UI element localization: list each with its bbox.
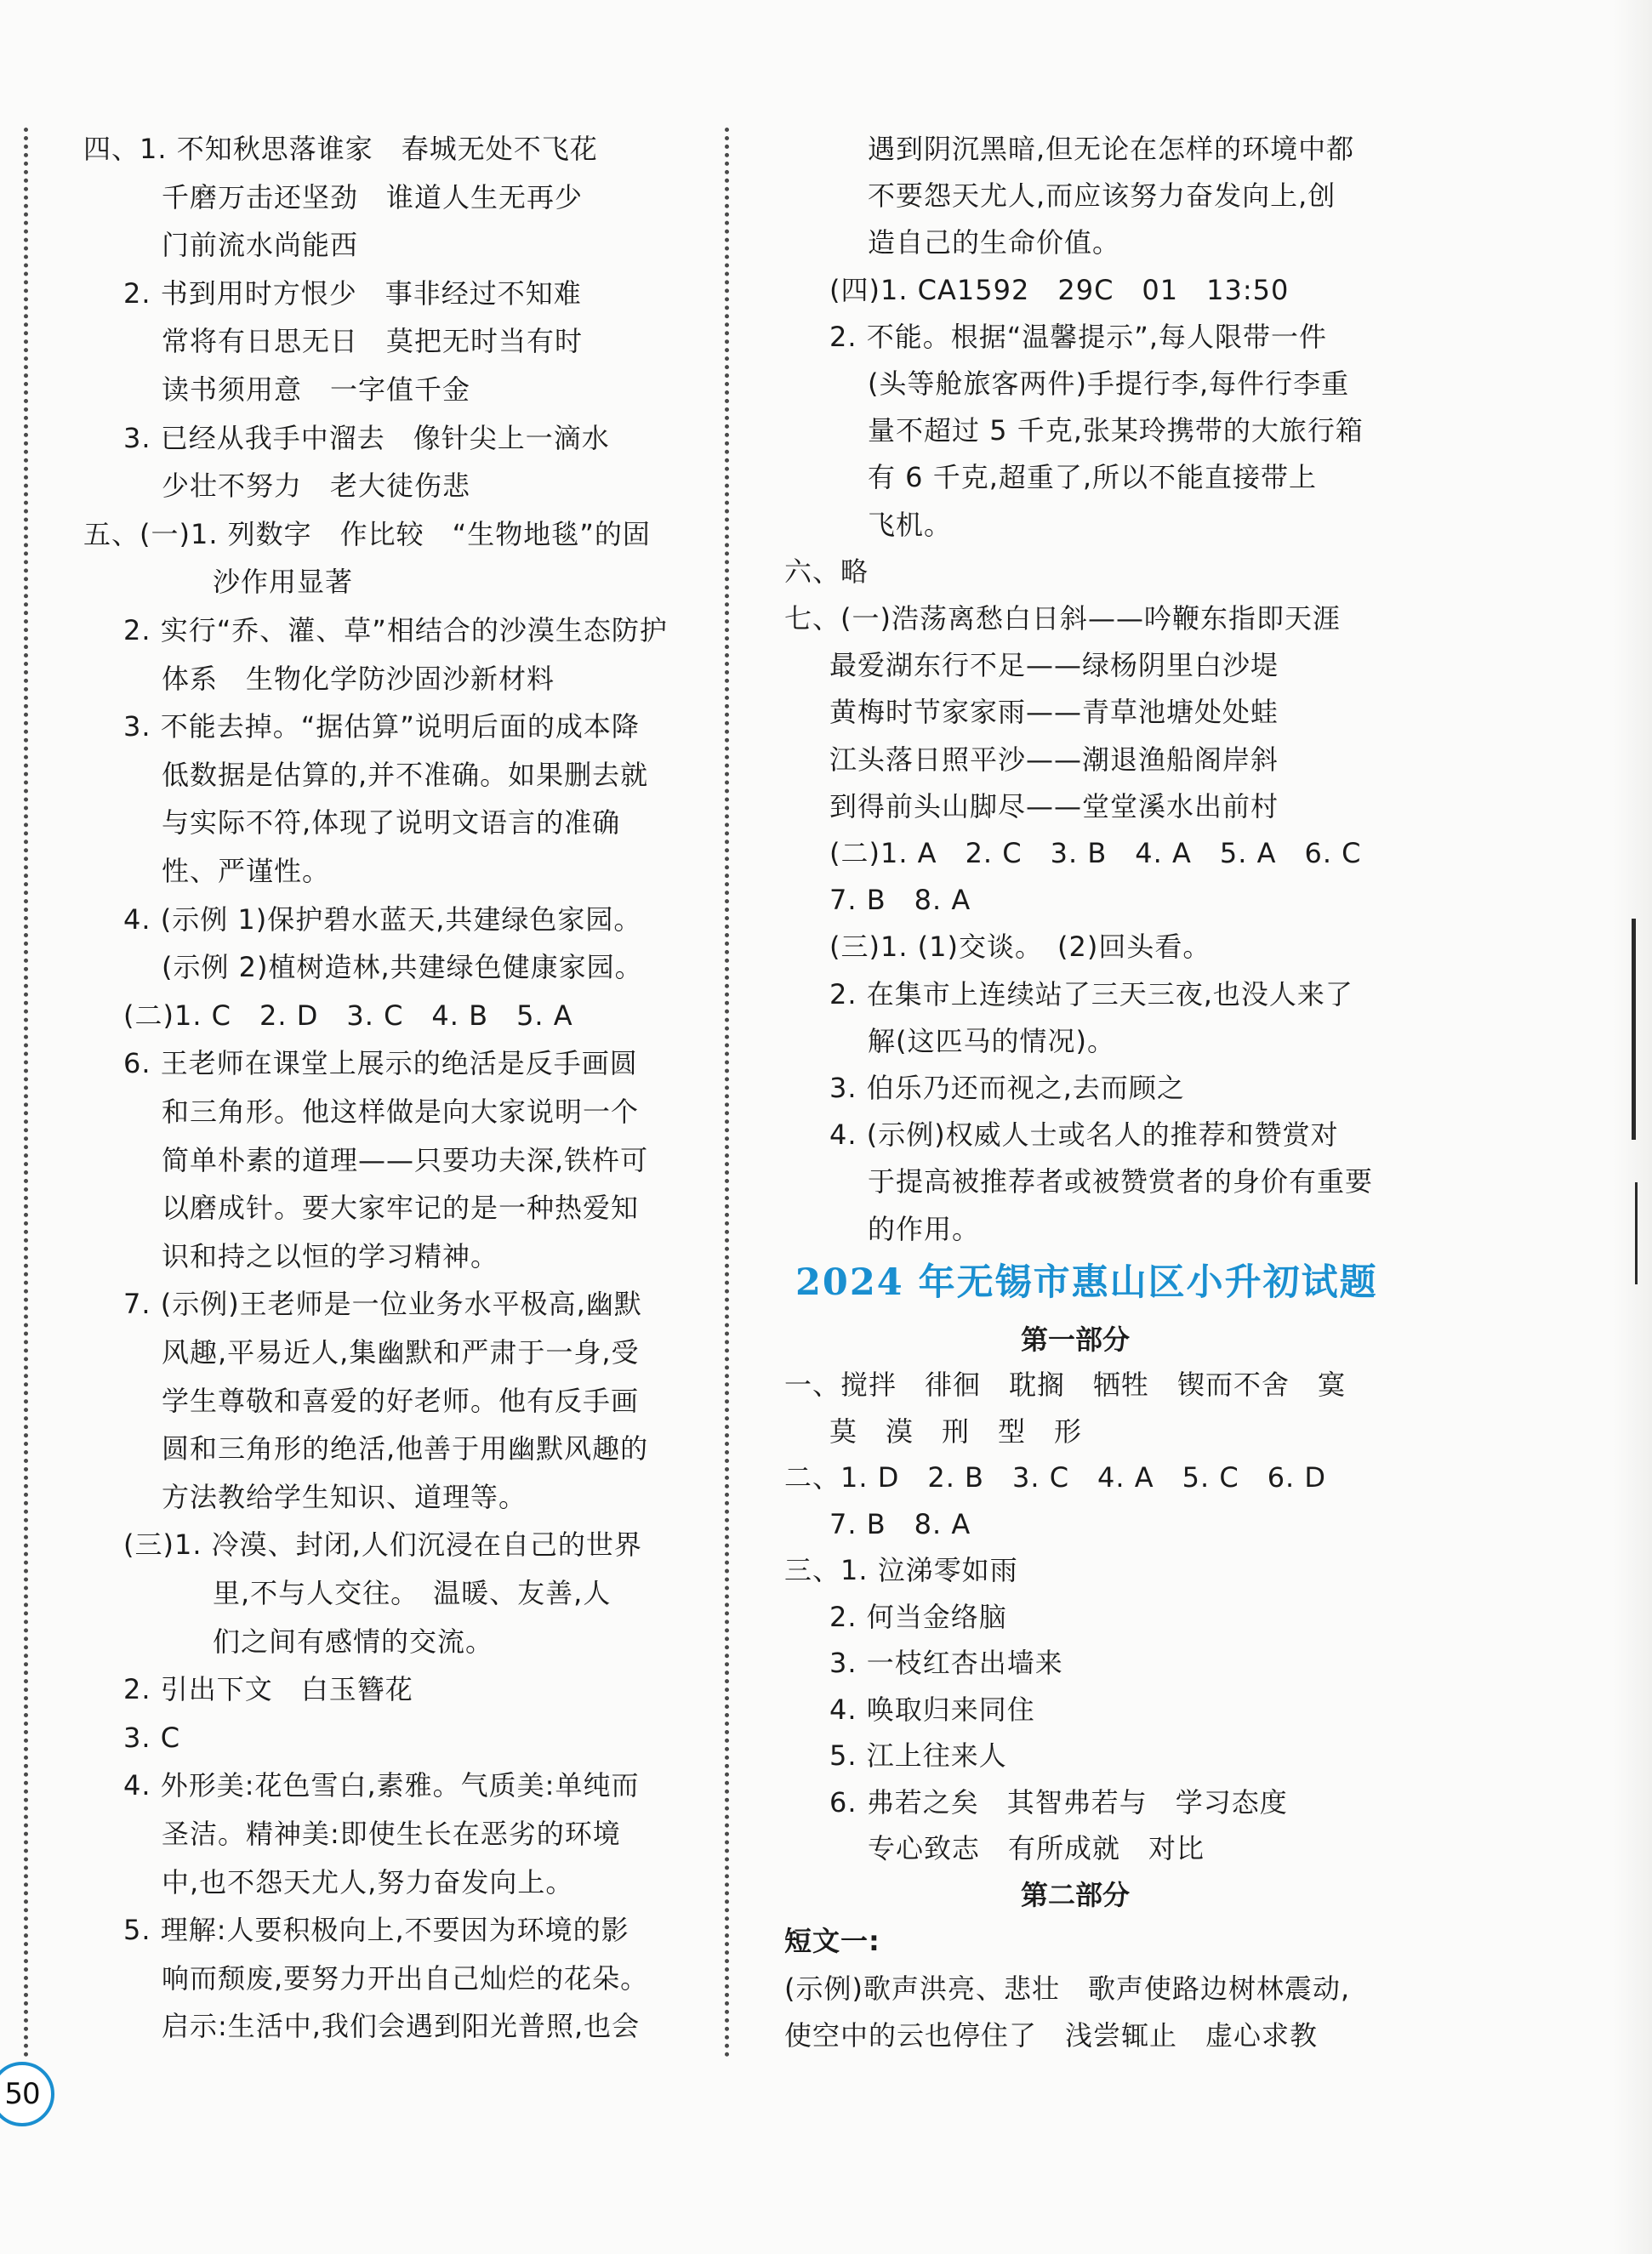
answer-line: 七、(一)浩荡离愁白日斜——吟鞭东指即天涯 bbox=[784, 602, 1341, 635]
answer-line: 不要怨天尤人,而应该努力奋发向上,创 bbox=[868, 179, 1336, 213]
answer-line: 简单朴素的道理——只要功夫深,铁杵可 bbox=[162, 1143, 649, 1176]
answer-line: 使空中的云也停住了 浅尝辄止 虚心求教 bbox=[784, 2019, 1319, 2052]
answer-line: 四、1. 不知秋思落谁家 春城无处不飞花 bbox=[83, 133, 598, 165]
answer-line: 风趣,平易近人,集幽默和严肃于一身,受 bbox=[162, 1336, 640, 1369]
answer-line: 响而颓废,要努力开出自己灿烂的花朵。 bbox=[162, 1961, 649, 1995]
answer-line: 三、1. 泣涕零如雨 bbox=[784, 1554, 1018, 1586]
answer-line: 7. B 8. A bbox=[829, 1507, 971, 1540]
answer-line: 识和持之以恒的学习精神。 bbox=[162, 1239, 499, 1272]
answer-line: 二、1. D 2. B 3. C 4. A 5. C 6. D bbox=[784, 1461, 1327, 1494]
answer-line: 6. 王老师在课堂上展示的绝活是反手画圆 bbox=[123, 1047, 638, 1080]
answer-line: (三)1. (1)交谈。 (2)回头看。 bbox=[829, 931, 1211, 964]
answer-line: 中,也不怨天尤人,努力奋发向上。 bbox=[162, 1865, 574, 1898]
answer-line: 2. 实行“乔、灌、草”相结合的沙漠生态防护 bbox=[123, 614, 668, 646]
answer-line: 启示:生活中,我们会遇到阳光普照,也会 bbox=[162, 2010, 641, 2043]
answer-line: 圆和三角形的绝活,他善于用幽默风趣的 bbox=[162, 1432, 649, 1466]
answer-line: 们之间有感情的交流。 bbox=[213, 1625, 494, 1658]
answer-line: 读书须用意 一字值千金 bbox=[162, 373, 471, 406]
answer-line: (二)1. C 2. D 3. C 4. B 5. A bbox=[123, 999, 573, 1032]
answer-line: 7. (示例)王老师是一位业务水平极高,幽默 bbox=[123, 1288, 642, 1321]
answer-line: (头等舱旅客两件)手提行李,每件行李重 bbox=[868, 367, 1350, 400]
part-two-heading: 第二部分 bbox=[1021, 1879, 1131, 1911]
answer-line: 2. 引出下文 白玉簪花 bbox=[123, 1673, 413, 1706]
answer-line: 少壮不努力 老大徒伤悲 bbox=[162, 470, 471, 503]
answer-line: 体系 生物化学防沙固沙新材料 bbox=[162, 662, 555, 695]
answer-line: 2. 书到用时方恨少 事非经过不知难 bbox=[123, 276, 582, 310]
answer-line: 3. 不能去掉。“据估算”说明后面的成本降 bbox=[123, 710, 640, 743]
answer-line: 低数据是估算的,并不准确。如果删去就 bbox=[162, 758, 649, 791]
scan-mark bbox=[1632, 919, 1636, 1140]
answer-line: 方法教给学生知识、道理等。 bbox=[162, 1480, 527, 1513]
answer-line: 6. 弗若之矣 其智弗若与 学习态度 bbox=[829, 1785, 1288, 1819]
answer-line: 4. (示例 1)保护碧水蓝天,共建绿色家园。 bbox=[123, 902, 642, 936]
answer-line: 2. 不能。根据“温馨提示”,每人限带一件 bbox=[829, 320, 1328, 353]
part-one-heading: 第一部分 bbox=[1021, 1323, 1131, 1356]
answer-line: 到得前头山脚尽——堂堂溪水出前村 bbox=[829, 789, 1279, 822]
answer-line: 性、严谨性。 bbox=[162, 855, 331, 887]
answer-line: 4. (示例)权威人士或名人的推荐和赞赏对 bbox=[829, 1118, 1339, 1152]
answer-line: 以磨成针。要大家牢记的是一种热爱知 bbox=[162, 1192, 640, 1225]
answer-line: (四)1. CA1592 29C 01 13:50 bbox=[829, 273, 1290, 306]
answer-line: 最爱湖东行不足——绿杨阴里白沙堤 bbox=[829, 649, 1279, 682]
answer-line: 圣洁。精神美:即使生长在恶劣的环境 bbox=[162, 1818, 621, 1850]
answer-line: 江头落日照平沙——潮退渔船阁岸斜 bbox=[829, 743, 1279, 776]
answer-line: 常将有日思无日 莫把无时当有时 bbox=[162, 325, 584, 358]
answer-line: 5. 江上往来人 bbox=[829, 1739, 1007, 1772]
answer-line: 有 6 千克,超重了,所以不能直接带上 bbox=[868, 461, 1318, 494]
answer-line: 4. 唤取归来同住 bbox=[829, 1693, 1035, 1726]
answer-line: 7. B 8. A bbox=[829, 884, 971, 917]
page-number-badge: 50 bbox=[0, 2062, 54, 2126]
center-binding-dots bbox=[725, 128, 729, 2058]
answer-line: 和三角形。他这样做是向大家说明一个 bbox=[162, 1096, 640, 1128]
answer-line: 里,不与人交往。 温暖、友善,人 bbox=[213, 1577, 612, 1609]
answer-line: 门前流水尚能西 bbox=[162, 229, 359, 262]
answer-line: (示例 2)植树造林,共建绿色健康家园。 bbox=[162, 951, 643, 984]
left-binding-dots bbox=[24, 128, 28, 2058]
short-text-label: 短文一: bbox=[784, 1925, 880, 1957]
answer-line: 六、略 bbox=[784, 555, 869, 588]
answer-line: 与实际不符,体现了说明文语言的准确 bbox=[162, 806, 621, 840]
answer-line: 黄梅时节家家雨——青草池塘处处蛙 bbox=[829, 696, 1279, 729]
answer-line: (示例)歌声洪亮、悲壮 歌声使路边树林震动, bbox=[784, 1972, 1351, 2005]
answer-line: 3. C bbox=[123, 1721, 181, 1754]
scan-mark bbox=[1635, 1182, 1638, 1284]
answer-line: 飞机。 bbox=[868, 508, 953, 541]
answer-line: 遇到阴沉黑暗,但无论在怎样的环境中都 bbox=[868, 133, 1355, 165]
answer-line: 于提高被推荐者或被赞赏者的身价有重要 bbox=[868, 1165, 1374, 1198]
answer-line: 千磨万击还坚劲 谁道人生无再少 bbox=[162, 180, 584, 213]
answer-line: 3. 已经从我手中溜去 像针尖上一滴水 bbox=[123, 421, 610, 454]
answer-line: 3. 一枝红杏出墙来 bbox=[829, 1647, 1063, 1679]
answer-line: 专心致志 有所成就 对比 bbox=[868, 1832, 1205, 1864]
answer-line: 的作用。 bbox=[868, 1212, 981, 1245]
answer-line: 3. 伯乐乃还而视之,去而顾之 bbox=[829, 1072, 1185, 1104]
answer-line: 沙作用显著 bbox=[213, 566, 354, 599]
answer-line: 学生尊敬和喜爱的好老师。他有反手画 bbox=[162, 1384, 640, 1417]
answer-line: 2. 在集市上连续站了三天三夜,也没人来了 bbox=[829, 977, 1353, 1010]
answer-line: 5. 理解:人要积极向上,不要因为环境的影 bbox=[123, 1914, 629, 1947]
answer-line: 解(这匹马的情况)。 bbox=[868, 1024, 1115, 1057]
answer-line: 五、(一)1. 列数字 作比较 “生物地毯”的固 bbox=[83, 517, 651, 550]
answer-line: 2. 何当金络脑 bbox=[829, 1600, 1007, 1633]
answer-line: 4. 外形美:花色雪白,素雅。气质美:单纯而 bbox=[123, 1769, 640, 1802]
answer-line: (二)1. A 2. C 3. B 4. A 5. A 6. C bbox=[829, 837, 1362, 869]
answer-line: 一、搅拌 徘徊 耽搁 牺牲 锲而不舍 寞 bbox=[784, 1369, 1347, 1401]
answer-line: (三)1. 冷漠、封闭,人们沉浸在自己的世界 bbox=[123, 1528, 642, 1562]
section-title: 2024 年无锡市惠山区小升初试题 bbox=[795, 1261, 1378, 1304]
answer-line: 造自己的生命价值。 bbox=[868, 226, 1121, 259]
answer-line: 莫 漠 刑 型 形 bbox=[829, 1414, 1083, 1448]
answer-line: 量不超过 5 千克,张某玲携带的大旅行箱 bbox=[868, 414, 1364, 447]
